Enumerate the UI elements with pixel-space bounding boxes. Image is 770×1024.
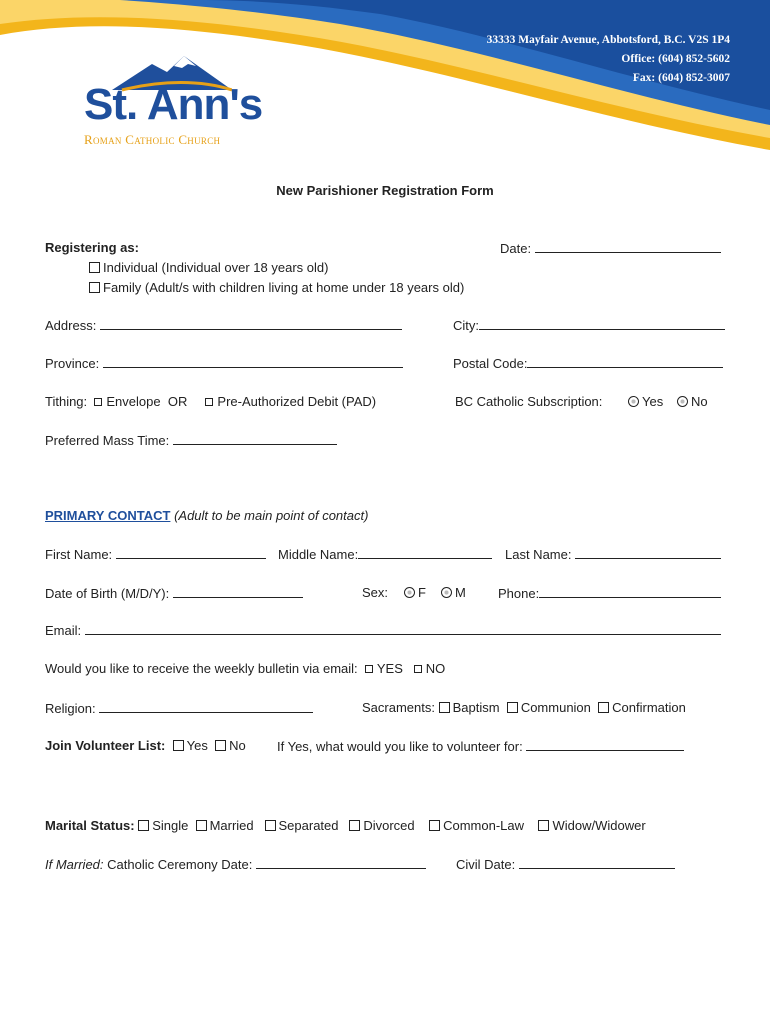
- checkbox-family[interactable]: [89, 282, 100, 293]
- checkbox-bulletin-no[interactable]: [414, 665, 422, 673]
- phone-field[interactable]: Phone:: [498, 585, 721, 601]
- mass-time-line[interactable]: [173, 432, 337, 445]
- religion-line[interactable]: [99, 700, 313, 713]
- logo-subtitle: Roman Catholic Church: [84, 132, 221, 147]
- marital-status-row: Marital Status: Single Married Separated Divorced Common-Law Widow/Widower: [45, 818, 646, 833]
- city-line[interactable]: [479, 317, 725, 330]
- sex-f[interactable]: F: [404, 585, 426, 600]
- last-name-field[interactable]: Last Name:: [505, 546, 721, 562]
- dob-line[interactable]: [173, 585, 303, 598]
- logo-name: St. Ann's: [84, 80, 263, 129]
- checkbox-common-law[interactable]: [429, 820, 440, 831]
- ceremony-date-line[interactable]: [256, 856, 426, 869]
- volunteer-line[interactable]: [526, 738, 684, 751]
- checkbox-divorced[interactable]: [349, 820, 360, 831]
- sex-m[interactable]: M: [441, 585, 466, 600]
- checkbox-volunteer-no[interactable]: [215, 740, 226, 751]
- civil-date-line[interactable]: [519, 856, 675, 869]
- date-line[interactable]: [535, 240, 721, 253]
- province-line[interactable]: [103, 355, 403, 368]
- checkbox-single[interactable]: [138, 820, 149, 831]
- sacraments-row: Sacraments: Baptism Communion Confirmation: [362, 700, 686, 715]
- checkbox-baptism[interactable]: [439, 702, 450, 713]
- church-office-phone: Office: (604) 852-5602: [621, 53, 730, 65]
- middle-name-line[interactable]: [358, 546, 492, 559]
- dob-field[interactable]: Date of Birth (M/D/Y):: [45, 585, 303, 601]
- date-field[interactable]: Date:: [500, 240, 721, 256]
- bulletin-row: Would you like to receive the weekly bulletin via email: YES NO: [45, 661, 446, 676]
- tithing-row: Tithing: Envelope OR Pre-Authorized Debit (PAD): [45, 394, 377, 409]
- checkbox-volunteer-yes[interactable]: [173, 740, 184, 751]
- church-fax: Fax: (604) 852-3007: [632, 72, 730, 84]
- province-field[interactable]: Province:: [45, 355, 403, 371]
- civil-date-field[interactable]: Civil Date:: [456, 856, 675, 872]
- sex-label: Sex:: [362, 585, 389, 600]
- checkbox-separated[interactable]: [265, 820, 276, 831]
- radio-no[interactable]: [677, 396, 688, 407]
- volunteer-question-field[interactable]: If Yes, what would you like to volunteer for:: [277, 738, 684, 754]
- first-name-line[interactable]: [116, 546, 266, 559]
- phone-line[interactable]: [539, 585, 721, 598]
- city-field[interactable]: City:: [453, 317, 725, 333]
- email-line[interactable]: [85, 622, 721, 635]
- checkbox-married[interactable]: [196, 820, 207, 831]
- checkbox-individual[interactable]: [89, 262, 100, 273]
- primary-contact-heading: PRIMARY CONTACT (Adult to be main point of contact): [45, 508, 369, 523]
- checkbox-communion[interactable]: [507, 702, 518, 713]
- checkbox-bulletin-yes[interactable]: [365, 665, 373, 673]
- first-name-field[interactable]: First Name:: [45, 546, 266, 562]
- option-individual[interactable]: Individual (Individual over 18 years old): [89, 260, 328, 275]
- bc-catholic-no[interactable]: No: [677, 394, 708, 409]
- middle-name-field[interactable]: Middle Name:: [278, 546, 492, 562]
- church-address: 33333 Mayfair Avenue, Abbotsford, B.C. V2S 1P4: [486, 34, 730, 46]
- bc-catholic-label: BC Catholic Subscription:: [455, 394, 603, 409]
- address-field[interactable]: Address:: [45, 317, 402, 333]
- radio-m[interactable]: [441, 587, 452, 598]
- last-name-line[interactable]: [575, 546, 721, 559]
- mass-time-field[interactable]: Preferred Mass Time:: [45, 432, 337, 448]
- form-title: New Parishioner Registration Form: [276, 183, 494, 198]
- checkbox-envelope[interactable]: [94, 398, 102, 406]
- registering-label: Registering as:: [45, 240, 139, 255]
- postal-code-field[interactable]: Postal Code:: [453, 355, 723, 371]
- checkbox-widow[interactable]: [538, 820, 549, 831]
- radio-f[interactable]: [404, 587, 415, 598]
- email-field[interactable]: Email:: [45, 622, 721, 638]
- address-line[interactable]: [100, 317, 402, 330]
- religion-field[interactable]: Religion:: [45, 700, 313, 716]
- catholic-ceremony-field[interactable]: If Married: Catholic Ceremony Date:: [45, 856, 426, 872]
- volunteer-row: Join Volunteer List: Yes No: [45, 738, 246, 753]
- checkbox-pad[interactable]: [205, 398, 213, 406]
- bc-catholic-yes[interactable]: Yes: [628, 394, 663, 409]
- option-family[interactable]: Family (Adult/s with children living at home under 18 years old): [89, 280, 464, 295]
- postal-line[interactable]: [527, 355, 723, 368]
- radio-yes[interactable]: [628, 396, 639, 407]
- checkbox-confirmation[interactable]: [598, 702, 609, 713]
